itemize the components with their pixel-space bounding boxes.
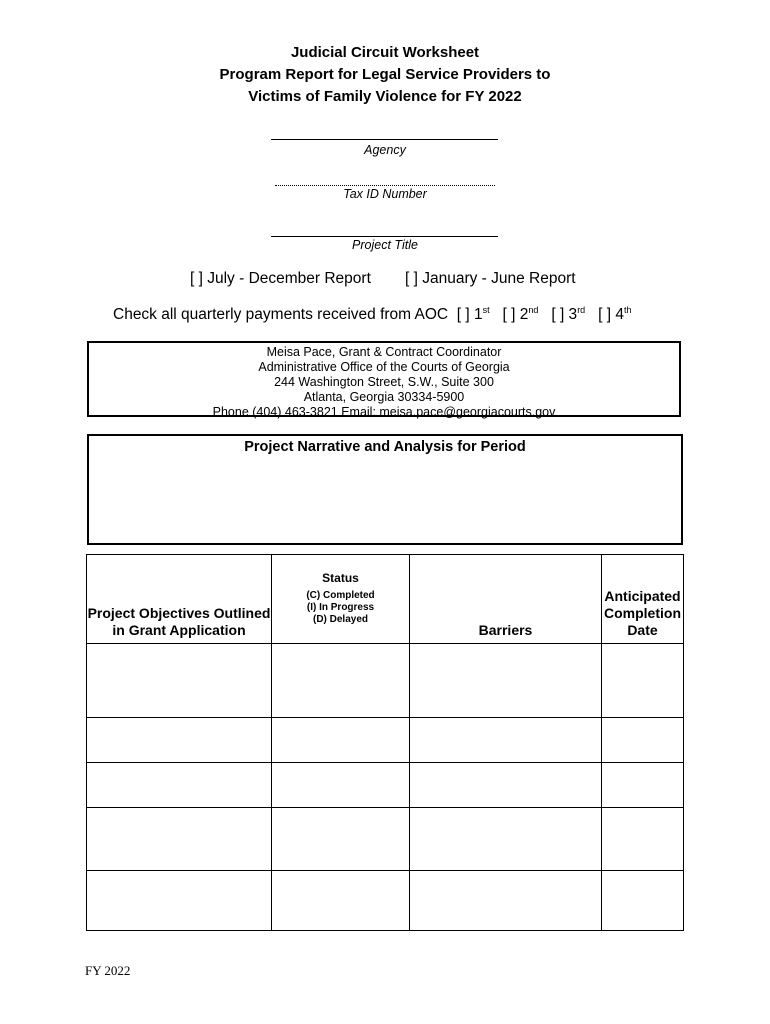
january-june-checkbox[interactable]: [ ] January - June Report (405, 270, 576, 287)
date-cell[interactable] (602, 718, 684, 763)
project-title-line[interactable] (271, 236, 498, 237)
contact-box (87, 341, 681, 417)
victims-title: Victims of Family Violence for FY 2022 (248, 88, 522, 105)
agency-label: Agency (364, 143, 406, 157)
objective-cell[interactable] (87, 644, 272, 718)
barriers-cell[interactable] (410, 871, 602, 931)
q4-checkbox[interactable]: [ ] 4th (598, 304, 632, 323)
status-cell[interactable] (272, 718, 410, 763)
barriers-cell[interactable] (410, 808, 602, 871)
taxid-label: Tax ID Number (343, 187, 427, 201)
table-row (87, 763, 684, 808)
program-report-title: Program Report for Legal Service Providers to (219, 66, 551, 83)
date-cell[interactable] (602, 871, 684, 931)
status-in-progress: (I) In Progress (306, 602, 375, 613)
q2-checkbox[interactable]: [ ] 2nd (502, 304, 539, 323)
worksheet-title: Judicial Circuit Worksheet (290, 44, 480, 61)
footer-fy: FY 2022 (85, 963, 131, 978)
table-row (87, 871, 684, 931)
barriers-header: Barriers (410, 555, 602, 644)
q3-checkbox[interactable]: [ ] 3rd (551, 304, 586, 323)
quarterly-payments-line (113, 306, 632, 324)
agency-line[interactable] (271, 139, 498, 140)
table-row (87, 644, 684, 718)
table-row (87, 718, 684, 763)
status-delayed: (D) Delayed (312, 614, 368, 625)
quarterly-prefix: Check all quarterly payments received from AOC (113, 306, 449, 323)
barriers-cell[interactable] (410, 644, 602, 718)
status-title: Status (322, 571, 359, 585)
completion-date-header: Anticipated Completion Date (602, 555, 684, 644)
status-cell[interactable] (272, 644, 410, 718)
status-cell[interactable] (272, 808, 410, 871)
objective-cell[interactable] (87, 808, 272, 871)
objective-cell[interactable] (87, 871, 272, 931)
contact-name: Meisa Pace, Grant & Contract Coordinator (266, 345, 502, 359)
objective-cell[interactable] (87, 763, 272, 808)
project-title-label: Project Title (352, 238, 418, 252)
barriers-cell[interactable] (410, 763, 602, 808)
q1-checkbox[interactable]: [ ] 1st (456, 304, 490, 323)
july-december-checkbox[interactable]: [ ] July - December Report (190, 270, 371, 287)
date-cell[interactable] (602, 644, 684, 718)
date-cell[interactable] (602, 808, 684, 871)
contact-street: 244 Washington Street, S.W., Suite 300 (274, 375, 494, 389)
status-cell[interactable] (272, 871, 410, 931)
contact-phone-email: Phone (404) 463-3821 Email: meisa.pace@georgiacourts.gov (212, 405, 556, 419)
status-header (272, 555, 410, 644)
taxid-line[interactable] (275, 185, 495, 186)
contact-city: Atlanta, Georgia 30334-5900 (303, 390, 465, 404)
barriers-cell[interactable] (410, 718, 602, 763)
objective-cell[interactable] (87, 718, 272, 763)
objectives-table (86, 554, 684, 931)
narrative-title: Project Narrative and Analysis for Period (244, 439, 526, 455)
table-header-row (87, 555, 684, 644)
table-row (87, 808, 684, 871)
status-cell[interactable] (272, 763, 410, 808)
objectives-header: Project Objectives Outlined in Grant Application (87, 555, 272, 644)
status-completed: (C) Completed (306, 590, 375, 601)
date-cell[interactable] (602, 763, 684, 808)
contact-office: Administrative Office of the Courts of Georgia (258, 360, 510, 374)
narrative-box[interactable] (87, 434, 683, 545)
